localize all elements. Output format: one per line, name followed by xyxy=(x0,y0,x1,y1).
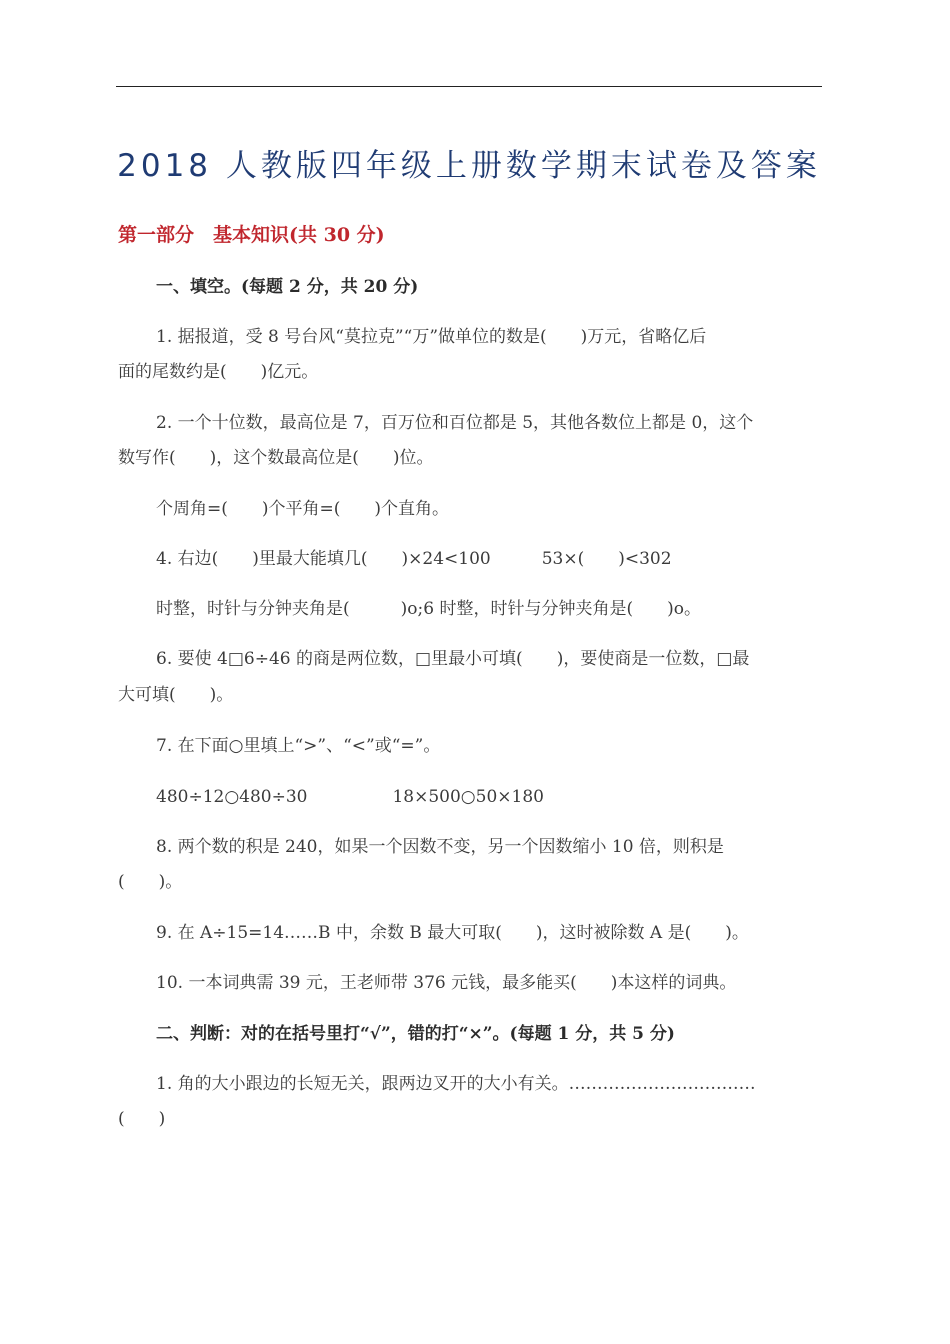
question-2-line-2: 数写作( )，这个数最高位是( )位。 xyxy=(118,448,434,468)
question-1-line-1: 1. 据报道，受 8 号台风“莫拉克”“万”做单位的数是( )万元，省略亿后 xyxy=(156,327,707,347)
question-4-line-1: 4. 右边( )里最大能填几( )×24<100 53×( )<302 xyxy=(156,549,672,569)
header-rule xyxy=(116,86,822,87)
question-8-line-2: ( )。 xyxy=(118,872,183,892)
question-7-line-1: 7. 在下面○里填上“>”、“<”或“=”。 xyxy=(156,736,441,756)
question-7-line-2: 480÷12○480÷30 18×500○50×180 xyxy=(156,787,544,807)
question-2-line-1: 2. 一个十位数，最高位是 7，百万位和百位都是 5，其他各数位上都是 0，这个 xyxy=(156,413,754,433)
judgment-1-line-2: ( ) xyxy=(118,1109,166,1129)
part1-heading: 第一部分 基本知识(共 30 分) xyxy=(118,224,385,246)
document-title: 2018 人教版四年级上册数学期末试卷及答案 xyxy=(117,148,821,184)
question-6-line-1: 6. 要使 4□6÷46 的商是两位数，□里最小可填( )，要使商是一位数，□最 xyxy=(156,649,750,669)
question-8-line-1: 8. 两个数的积是 240，如果一个因数不变，另一个因数缩小 10 倍，则积是 xyxy=(156,837,724,857)
question-5-line-1: 时整，时针与分钟夹角是( )o;6 时整，时针与分钟夹角是( )o。 xyxy=(156,599,701,619)
question-1-line-2: 面的尾数约是( )亿元。 xyxy=(118,362,319,382)
section2-heading: 二、判断：对的在括号里打“√”，错的打“×”。(每题 1 分，共 5 分) xyxy=(156,1024,675,1044)
section1-heading: 一、填空。(每题 2 分，共 20 分) xyxy=(156,277,419,297)
question-3-line-1: 个周角=( )个平角=( )个直角。 xyxy=(156,499,450,519)
question-9-line-1: 9. 在 A÷15=14……B 中，余数 B 最大可取( )，这时被除数 A 是( )。 xyxy=(156,923,749,943)
judgment-1-line-1: 1. 角的大小跟边的长短无关，跟两边叉开的大小有关。…………………………… xyxy=(156,1074,756,1094)
question-6-line-2: 大可填( )。 xyxy=(118,685,234,705)
question-10-line-1: 10. 一本词典需 39 元，王老师带 376 元钱，最多能买( )本这样的词典。 xyxy=(156,973,737,993)
